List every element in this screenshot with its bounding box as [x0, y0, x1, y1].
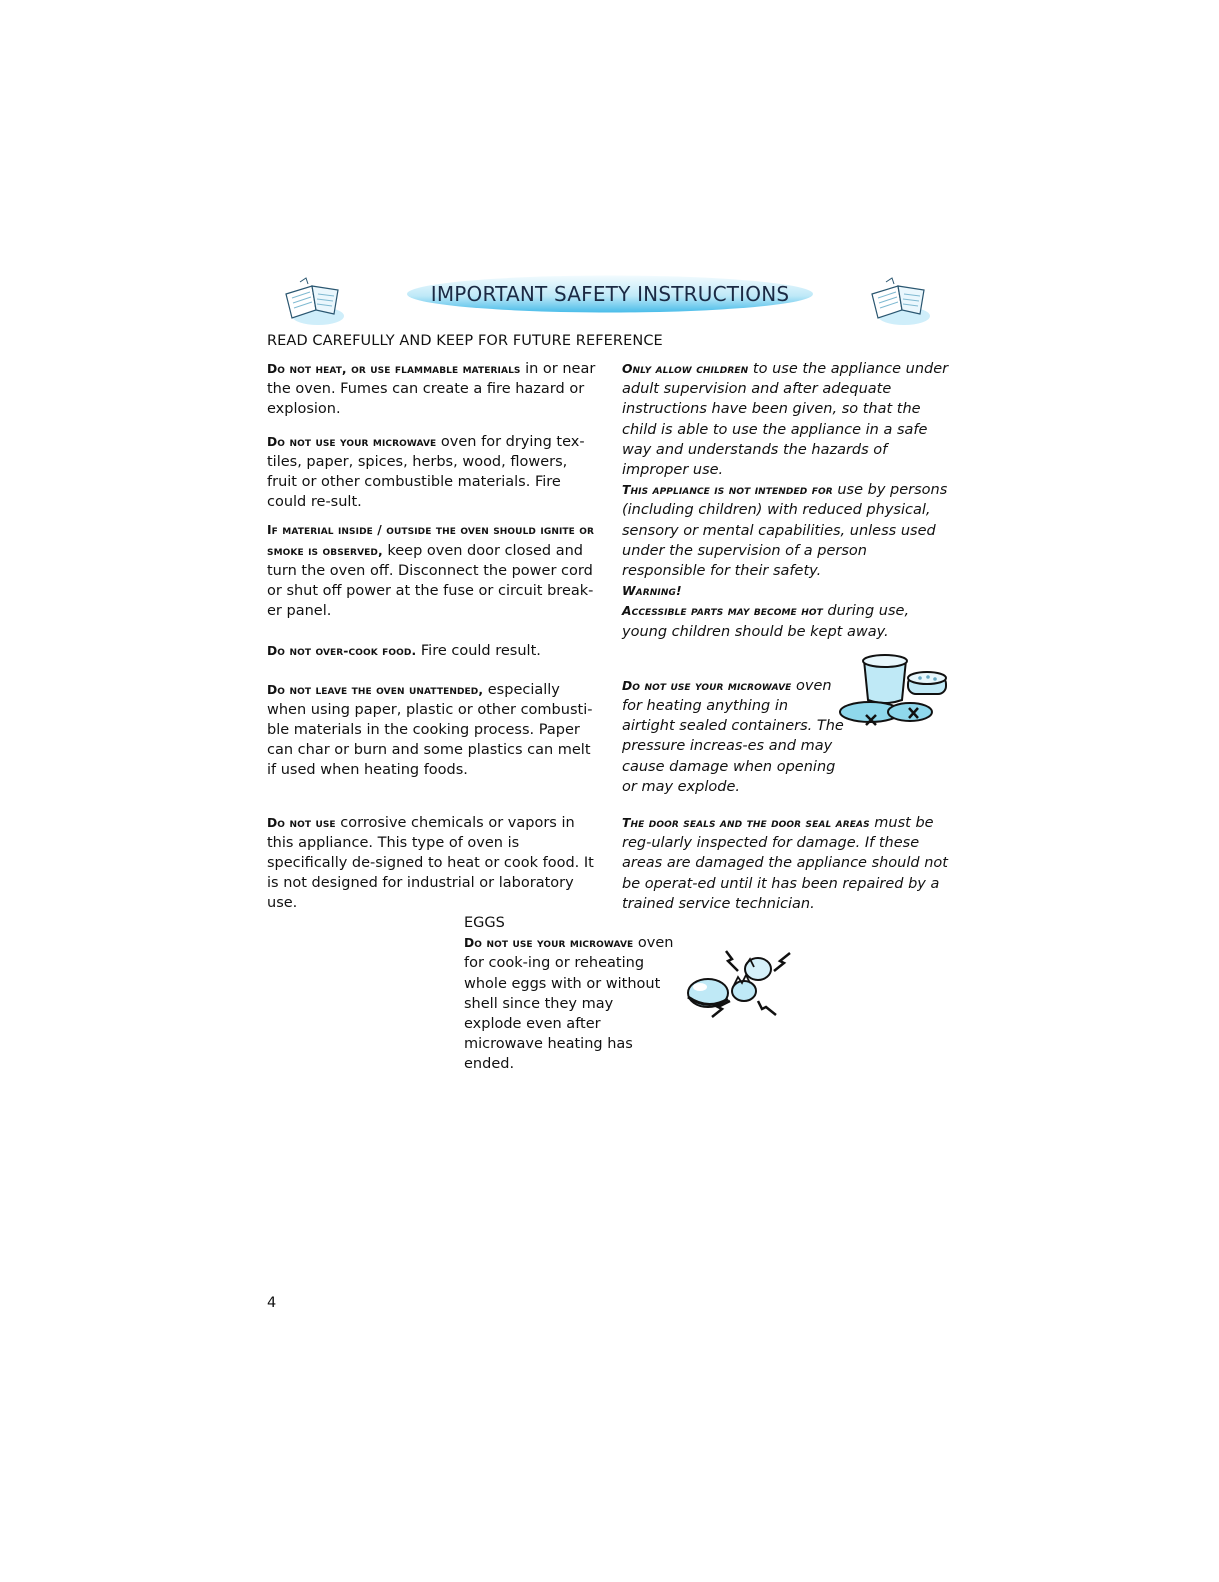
instruction-paragraph: Do not over-cook food. Fire could result. — [267, 643, 541, 660]
instruction-paragraph: Do not use your microwave oven for heating anything in airtight sealed containers. The pressure increas-es and may cause damage when opening or may explode. — [622, 677, 844, 795]
instruction-paragraph: The door seals and the door seal areas must be reg-ularly inspected for damage. If these areas are damaged the appliance should not be operat-ed until it has been repaired by a trained service technician. — [622, 815, 948, 912]
page-title: IMPORTANT SAFETY INSTRUCTIONS — [430, 282, 790, 306]
page-subtitle: READ CAREFULLY AND KEEP FOR FUTURE REFERENCE — [267, 333, 663, 349]
open-book-icon — [282, 276, 346, 328]
section-heading: EGGS — [464, 915, 505, 931]
left-column — [267, 359, 600, 914]
instruction-paragraph: Do not use your microwave oven for drying tex-tiles, paper, spices, herbs, wood, flowers, fruit or other combustible materials. Fire could re-sult. — [267, 433, 585, 511]
instruction-paragraph: Accessible parts may become hot during use, young children should be kept away. — [622, 603, 910, 640]
instruction-paragraph: If material inside / outside the oven should ignite or smoke is observed, keep oven door closed and turn the oven off. Disconnect the power cord or shut off power at the fuse or circuit break-er panel. — [267, 523, 595, 620]
right-column — [622, 359, 954, 914]
instruction-paragraph: Do not leave the oven unattended, especially when using paper, plastic or other combusti-ble materials in the cooking process. Paper can char or burn and some plastics can melt if used when heating foods. — [267, 681, 593, 779]
open-book-icon — [868, 276, 932, 328]
instruction-paragraph: This appliance is not intended for use by persons (including children) with reduced physical, sensory or mental capabilities, unless used under the supervision of a person responsible for their safety. — [622, 482, 948, 580]
sealed-containers-illustration — [836, 654, 956, 732]
instruction-paragraph: Do not heat, or use flammable materials in or near the oven. Fumes can create a fire hazard or explosion. — [267, 361, 596, 418]
warning-label: Warning! — [622, 584, 682, 599]
page-number: 4 — [267, 1295, 277, 1311]
instruction-paragraph: Do not use corrosive chemicals or vapors in this appliance. This type of oven is specifically de-signed to heat or cook food. It is not designed for industrial or laboratory use. — [267, 814, 594, 912]
instruction-paragraph: Do not use your microwave oven for cook-ing or reheating whole eggs with or without shell since they may explode even after microwave heating has ended. — [464, 935, 674, 1073]
instruction-paragraph: Only allow children to use the appliance under adult supervision and after adequate instructions have been given, so that the child is able to use the appliance in a safe way and understands the hazards of improper use. — [622, 361, 949, 479]
exploding-eggs-illustration — [682, 937, 798, 1023]
